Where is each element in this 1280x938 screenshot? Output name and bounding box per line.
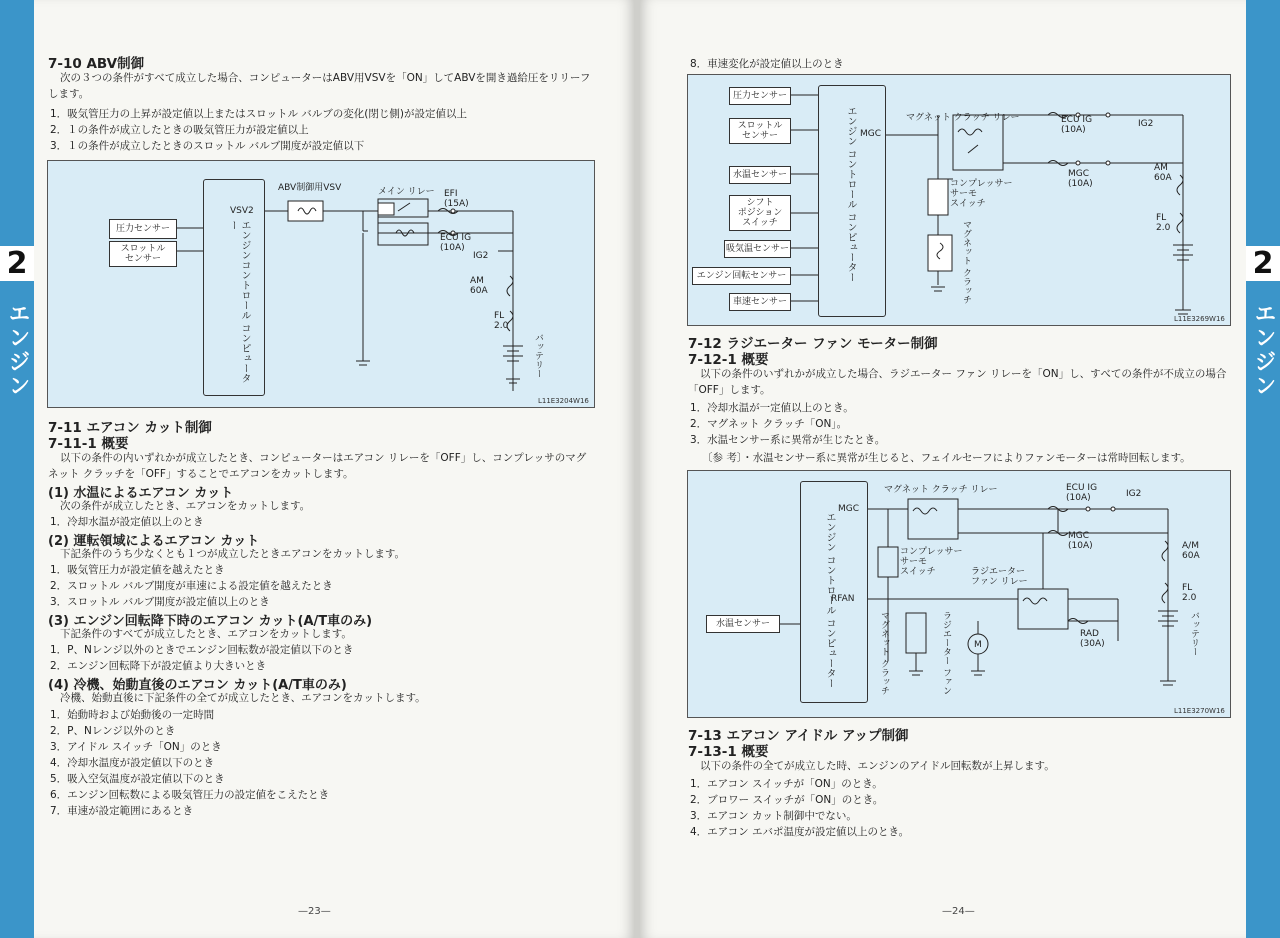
right-page [640,0,1280,938]
list-item: 1．冷却水温が一定値以上のとき。 [690,402,854,414]
engine-speed-sensor-box [692,267,791,285]
list-item: 1．吸気管圧力の上昇が設定値以上またはスロットル バルブの変化(閉じ側)が設定値以上 [50,108,467,120]
mgc-terminal-label: MGC [860,129,882,139]
pressure-sensor-label: 圧力センサー [732,91,787,101]
fan-motor-symbol: M [974,640,982,650]
radiator-fan-relay-label: ラジエーター ファン リレー [971,567,1028,587]
shift-position-switch-label: シフト ポジション スイッチ [737,198,783,228]
ecu-label: エンジン コントロール コンピューター [824,512,835,689]
diagram-code: L11E3270W16 [1174,707,1225,715]
clutch-relay-label: マグネット クラッチ リレー [906,113,1020,123]
section-title-7-13: 7-13 エアコン アイドル アップ制御 [688,728,909,744]
list-item: 2．スロットル バルブ開度が車速による設定値を越えたとき [50,580,333,592]
subsection-title-7-13-1: 7-13-1 概要 [688,744,769,760]
mgc-fuse-label: MGC (10A) [1068,531,1093,551]
list-item: 8．車速変化が設定値以上のとき [690,58,844,70]
list-item: 4．エアコン エバポ温度が設定値以上のとき。 [690,826,910,838]
section-title-7-11: 7-11 エアコン カット制御 [48,420,212,436]
radiator-fan-wiring-lines [688,471,1230,717]
section-body-7-10: 次の３つの条件がすべて成立した場合、コンピューターはABV用VSVを「ON」してABVを開き過給圧をリリーフします。 [48,72,591,100]
battery-label: バッテリー [1189,611,1199,656]
reference-note: 〔参 考〕・水温センサー系に異常が生じると、フェイルセーフによりファンモーターは常時回転します。 [702,452,1191,464]
water-temp-sensor-box [729,166,791,184]
throttle-sensor-label: スロットル センサー [737,121,783,141]
shift-position-switch-box [729,195,791,231]
intake-temp-sensor-label: 吸気温センサー [725,244,789,254]
diagram-code: L11E3269W16 [1174,315,1225,323]
throttle-sensor-box [729,118,791,144]
fl-fuse-label: FL 2.0 [494,311,509,331]
rad-fuse-label: RAD (30A) [1080,629,1105,649]
chapter-title: エンジン [1251,302,1276,398]
list-item: 4．冷却水温度が設定値以下のとき [50,757,215,769]
ig2-label: IG2 [1126,489,1142,499]
ecu-block [818,85,886,317]
list-item: 2．ブロワー スイッチが「ON」のとき。 [690,794,884,806]
magnet-clutch-label: マグネット クラッチ [879,611,889,695]
chapter-title: エンジン [5,302,30,398]
intake-temp-sensor-box [724,240,791,258]
rfan-terminal-label: RFAN [831,594,855,604]
throttle-sensor-box [109,241,177,267]
condition-body-4: 冷機、始動直後に下記条件の全てが成立したとき、エアコンをカットします。 [60,692,426,704]
list-item: 3．スロットル バルブ開度が設定値以上のとき [50,596,270,608]
list-item: 1．P、Nレンジ以外のときでエンジン回転数が設定値以下のとき [50,644,354,656]
ig2-label: IG2 [473,251,489,261]
mgc-fuse-label: MGC (10A) [1068,169,1093,189]
condition-title-4: (4) 冷機、始動直後のエアコン カット(A/T車のみ) [48,678,347,693]
compressor-thermo-switch-label: コンプレッサー サーモ スイッチ [900,547,963,577]
pressure-sensor-box [109,219,177,239]
list-item: 1．始動時および始動後の一定時間 [50,709,215,721]
list-item: 3．アイドル スイッチ「ON」のとき [50,741,222,753]
condition-title-2: (2) 運転領域によるエアコン カット [48,534,260,549]
section-body-7-11: 以下の条件の内いずれかが成立したとき、コンピューターはエアコン リレーを「OFF」し、コンプレッサのマグネット クラッチを「OFF」することでエアコンをカットします。 [48,452,587,480]
list-item: 2．マグネット クラッチ「ON」。 [690,418,848,430]
subsection-title-7-12-1: 7-12-1 概要 [688,352,769,368]
condition-title-1: (1) 水温によるエアコン カット [48,486,234,501]
mgc-terminal-label: MGC [838,504,860,514]
clutch-relay-label: マグネット クラッチ リレー [884,485,998,495]
diagram-code: L11E3204W16 [538,397,589,405]
ecu-label: エンジンコントロール コンピューター [227,220,250,384]
magnet-clutch-label: マグネット クラッチ [961,220,971,304]
fl-fuse-label: FL 2.0 [1156,213,1171,233]
section-title-7-12: 7-12 ラジエーター ファン モーター制御 [688,336,938,352]
list-item: 1．吸気管圧力が設定値を越えたとき [50,564,225,576]
subsection-title-7-11-1: 7-11-1 概要 [48,436,129,452]
am-fuse-label: AM 60A [470,276,488,296]
vehicle-speed-sensor-label: 車速センサー [732,297,787,307]
list-item: 1．冷却水温が設定値以上のとき [50,516,204,528]
section-title-7-10: 7-10 ABV制御 [48,56,145,72]
pressure-sensor-label: 圧力センサー [115,224,170,234]
section-body-7-13: 以下の条件の全てが成立した時、エンジンのアイドル回転数が上昇します。 [700,760,1055,772]
left-page [0,0,634,938]
radiator-fan-wiring-diagram [687,470,1231,718]
condition-title-3: (3) エンジン回転降下時のエアコン カット(A/T車のみ) [48,614,373,629]
vehicle-speed-sensor-box [729,293,791,311]
condition-body-3: 下記条件のすべてが成立したとき、エアコンをカットします。 [60,628,352,640]
abv-wiring-diagram [47,160,595,408]
abv-wiring-lines [48,161,594,407]
list-item: 6．エンジン回転数による吸気管圧力の設定値をこえたとき [50,789,330,801]
engine-speed-sensor-label: エンジン回転センサー [696,271,787,281]
section-body-7-12: 以下の条件のいずれかが成立した場合、ラジエーター ファン リレーを「ON」し、すべての条件が不成立の場合「OFF」します。 [688,368,1227,396]
water-temp-sensor-label: 水温センサー [715,619,770,629]
pressure-sensor-box [729,87,791,105]
ecu-block [800,481,868,703]
list-item: 2．P、Nレンジ以外のとき [50,725,176,737]
ecu-ig-fuse-label: ECU IG (10A) [1066,483,1098,503]
ac-clutch-wiring-diagram [687,74,1231,326]
fl-fuse-label: FL 2.0 [1182,583,1197,603]
chapter-number: 2 [0,246,34,281]
water-temp-sensor-box [706,615,780,633]
ecu-ig-fuse-label: ECU IG (10A) [1061,115,1093,135]
throttle-sensor-label: スロットル センサー [120,244,166,264]
list-item: 3．水温センサー系に異常が生じたとき。 [690,434,886,446]
condition-body-2: 下記条件のうち少なくとも１つが成立したときエアコンをカットします。 [60,548,406,560]
battery-label: バッテリー [533,333,543,378]
list-item: 1．エアコン スイッチが「ON」のとき。 [690,778,883,790]
list-item: 7．車速が設定範囲にあるとき [50,805,194,817]
efi-fuse-label: EFI (15A) [444,189,469,209]
ecu-ig-fuse-label: ECU IG (10A) [440,233,472,253]
am-fuse-label: AM 60A [1154,163,1172,183]
chapter-tab-right [1246,0,1280,938]
water-temp-sensor-label: 水温センサー [732,170,787,180]
main-relay-label: メイン リレー [378,187,435,197]
list-item: 2．１の条件が成立したときの吸気管圧力が設定値以上 [50,124,309,136]
chapter-number: 2 [1246,246,1280,281]
vsv2-label: VSV2 [230,206,254,216]
radiator-fan-label: ラジエーター ファン [941,611,951,695]
list-item: 3．エアコン カット制御中でない。 [690,810,857,822]
compressor-thermo-switch-label: コンプレッサー サーモ スイッチ [950,179,1013,209]
am-fuse-label: A/M 60A [1182,541,1200,561]
list-item: 2．エンジン回転降下が設定値より大きいとき [50,660,267,672]
ecu-label: エンジン コントロール コンピューター [845,106,856,283]
condition-body-1: 次の条件が成立したとき、エアコンをカットします。 [60,500,311,512]
list-item: 3．１の条件が成立したときのスロットル バルブ開度が設定値以下 [50,140,365,152]
ig2-label: IG2 [1138,119,1154,129]
page-number: —24— [942,906,975,917]
abv-vsv-label: ABV制御用VSV [278,183,342,193]
page-number: —23— [298,906,331,917]
chapter-tab-left [0,0,34,938]
list-item: 5．吸入空気温度が設定値以下のとき [50,773,225,785]
